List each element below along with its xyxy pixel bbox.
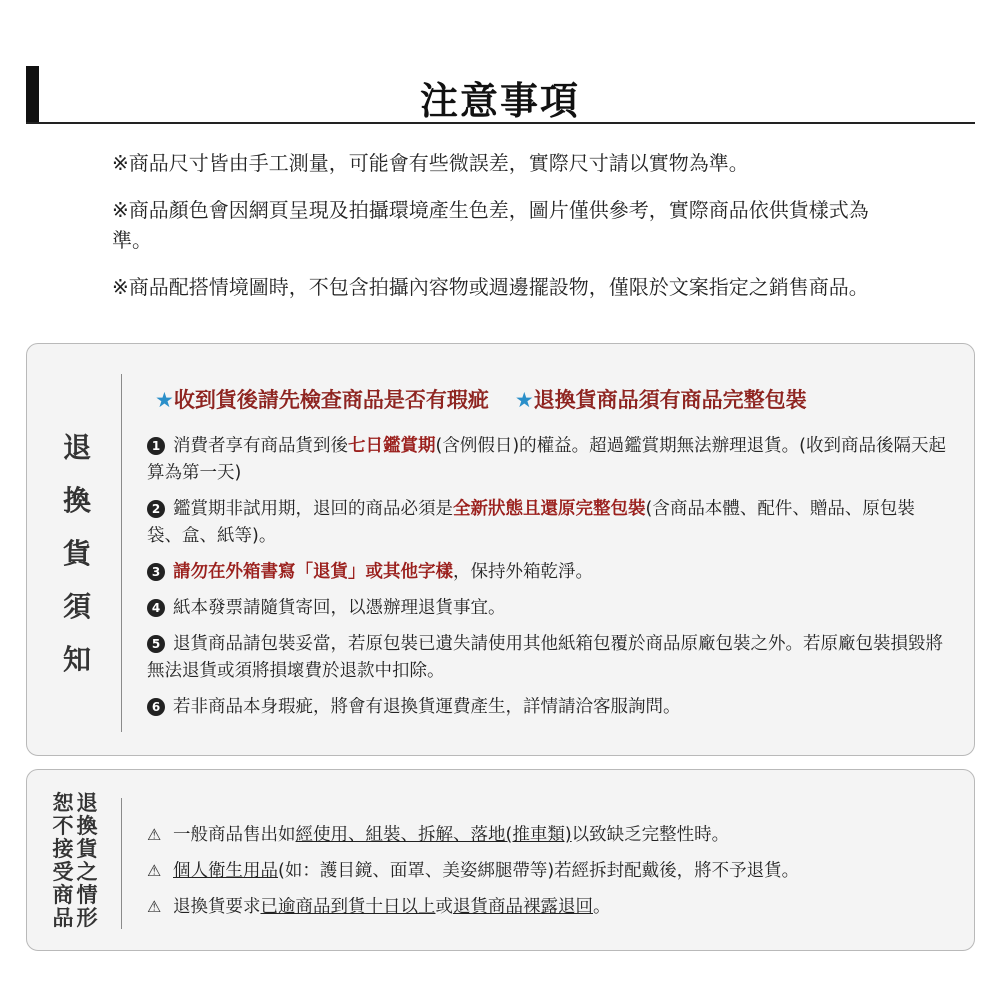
warning-icon: ⚠ <box>147 897 162 916</box>
return-rules-list <box>147 433 947 730</box>
list-item <box>147 595 947 622</box>
side-char: 退 <box>76 791 98 815</box>
list-item <box>147 889 947 925</box>
notes-section <box>112 148 902 319</box>
list-item <box>147 433 947 487</box>
page-title: 注意事項 <box>419 78 580 123</box>
star-icon: ★ <box>155 388 174 412</box>
side-char: 不 <box>52 814 74 838</box>
item-text: ，保持外箱乾淨。 <box>453 562 593 582</box>
number-badge: 6 <box>147 698 165 716</box>
item-text: 退換貨要求 <box>173 897 261 917</box>
side-char: 之 <box>76 860 98 884</box>
side-char: 貨 <box>62 537 91 570</box>
list-item <box>147 694 947 721</box>
item-underlined: 退貨商品裸露退回 <box>453 897 593 917</box>
item-underlined: 已逾商品到貨十日以上 <box>260 897 436 917</box>
item-underlined: 個人衛生用品 <box>173 861 278 881</box>
number-badge: 5 <box>147 635 165 653</box>
title-accent-bar <box>26 66 39 124</box>
side-char: 退 <box>62 431 91 464</box>
return-notice-panel <box>26 343 975 756</box>
list-item <box>147 853 947 889</box>
number-badge: 2 <box>147 500 165 518</box>
heading-inspect: 收到貨後請先檢查商品是否有瑕疵 <box>173 388 489 412</box>
side-char: 商 <box>52 883 74 907</box>
return-headings <box>155 384 807 414</box>
side-char: 換 <box>76 814 98 838</box>
number-badge: 4 <box>147 599 165 617</box>
item-text: 或 <box>435 897 453 917</box>
side-char: 貨 <box>76 837 98 861</box>
star-icon: ★ <box>514 388 534 412</box>
side-char: 恕 <box>52 791 74 815</box>
item-text: 若非商品本身瑕疵，將會有退換貨運費產生，詳情請洽客服詢問。 <box>173 697 681 717</box>
item-text: 以致缺乏完整性時。 <box>571 825 730 845</box>
item-text: 一般商品售出如 <box>173 825 296 845</box>
return-notice-label <box>57 426 97 691</box>
item-highlight: 全新狀態且還原完整包裝 <box>453 499 646 519</box>
note-size: ※商品尺寸皆由手工測量，可能會有些微誤差，實際尺寸請以實物為準。 <box>112 151 749 175</box>
list-item <box>147 496 947 550</box>
item-highlight: 請勿在外箱書寫「退貨」或其他字樣 <box>173 562 453 582</box>
side-char: 情 <box>76 883 98 907</box>
item-text: (含例假日)的權益。超過鑑賞期無法辦理退貨。(收到商品後隔天起算為第一天) <box>147 436 946 483</box>
side-char: 須 <box>62 590 91 623</box>
list-item <box>147 559 947 586</box>
number-badge: 1 <box>147 437 165 455</box>
side-char: 形 <box>76 906 98 930</box>
heading-packaging: 退換貨商品須有商品完整包裝 <box>533 388 807 412</box>
item-text: (如：護目鏡、面罩、美姿綁腿帶等)若經拆封配戴後，將不予退貨。 <box>278 861 800 881</box>
list-item <box>147 817 947 853</box>
side-char: 受 <box>52 860 74 884</box>
non-returnable-list <box>147 817 947 925</box>
note-props: ※商品配搭情境圖時，不包含拍攝內容物或週邊擺設物，僅限於文案指定之銷售商品。 <box>112 275 869 299</box>
item-text: 。 <box>593 897 611 917</box>
side-char: 知 <box>62 643 91 676</box>
warning-icon: ⚠ <box>147 861 162 880</box>
side-char: 換 <box>62 484 91 517</box>
item-text: 鑑賞期非試用期，退回的商品必須是 <box>173 499 453 519</box>
item-text: 退貨商品請包裝妥當，若原包裝已遺失請使用其他紙箱包覆於商品原廠包裝之外。若原廠包裝損毀將無法退貨或須將損壞費於退款中扣除。 <box>147 634 943 681</box>
item-highlight: 七日鑑賞期 <box>348 436 436 456</box>
number-badge: 3 <box>147 563 165 581</box>
warning-icon: ⚠ <box>147 825 162 844</box>
non-returnable-label <box>51 792 103 932</box>
side-char: 品 <box>52 906 74 930</box>
non-returnable-panel <box>26 769 975 951</box>
item-text: (含商品本體、配件、贈品、原包裝袋、盒、紙等)。 <box>147 499 915 546</box>
item-underlined: 經使用、組裝、拆解、落地(推車類) <box>295 825 572 845</box>
list-item <box>147 631 947 685</box>
item-text: 紙本發票請隨貨寄回，以憑辦理退貨事宜。 <box>173 598 506 618</box>
note-color: ※商品顏色會因網頁呈現及拍攝環境產生色差，圖片僅供參考，實際商品依供貨樣式為準。 <box>112 198 869 252</box>
side-char: 接 <box>52 837 74 861</box>
divider-line <box>121 374 122 732</box>
divider-line <box>121 798 122 929</box>
item-text: 消費者享有商品貨到後 <box>173 436 348 456</box>
